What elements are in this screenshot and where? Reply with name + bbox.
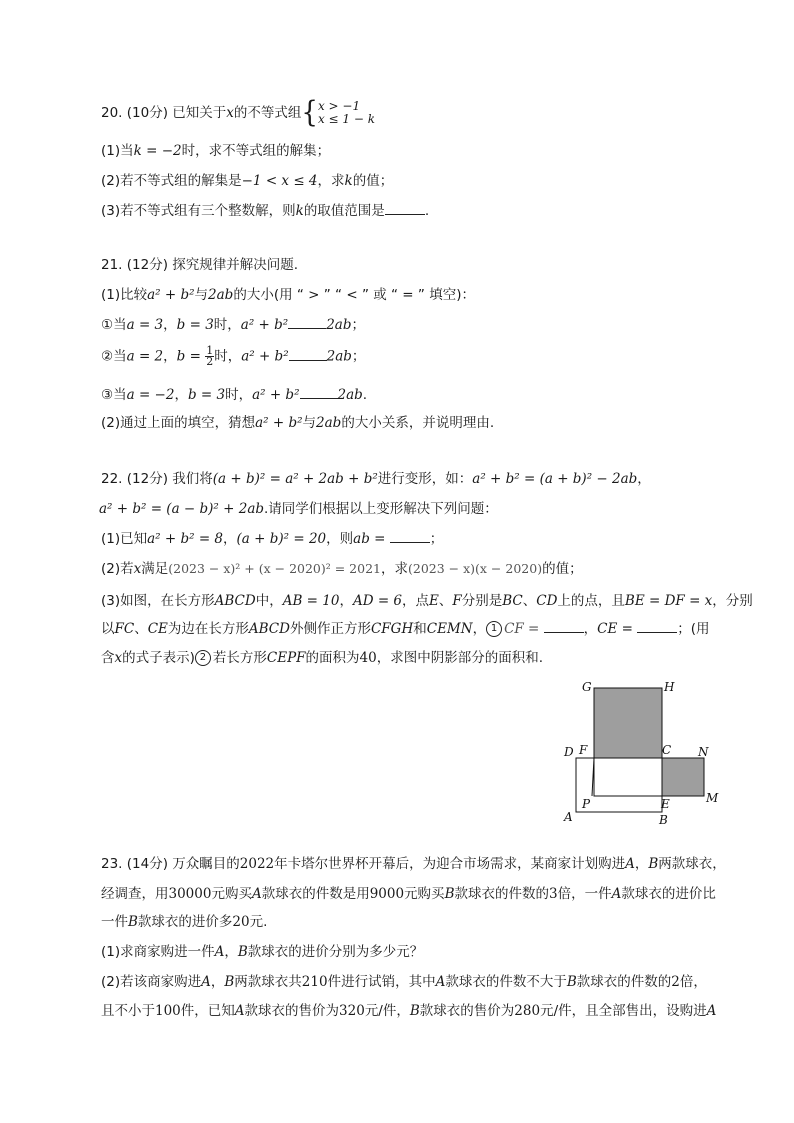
q22-part2: (2)若x满足(2023 − x)² + (x − 2020)² = 2021，求(2023 − x)(x − 2020)的值； bbox=[101, 561, 583, 577]
label-G: G bbox=[582, 680, 592, 694]
rectangle-cepf bbox=[594, 758, 662, 796]
q23-part1: (1)求商家购进一件A，B款球衣的进价分别为多少元？ bbox=[101, 944, 424, 960]
q22-line5: 含x的式子表示) 2 若长方形CEPF的面积为40，求图中阴影部分的面积和. bbox=[101, 650, 544, 666]
q23-line6: 且不小于100件，已知A款球衣的售价为320元/件，B款球衣的售价为280元/件，且全部售出，设购进A bbox=[101, 1003, 717, 1019]
q21-case2: ②当a = 2，b = $\frac{1}{2}$ 时，a² + b² 2ab； bbox=[101, 344, 366, 368]
answer-blank bbox=[288, 316, 326, 329]
label-B: B bbox=[659, 813, 668, 827]
fraction-one-half: $\frac{1}{2}$ bbox=[206, 344, 214, 368]
label-F: F bbox=[579, 743, 588, 757]
label-D: D bbox=[564, 745, 574, 759]
answer-blank bbox=[390, 530, 430, 543]
answer-blank bbox=[385, 202, 425, 215]
label-C: C bbox=[662, 743, 672, 757]
q20-heading: 20. (10分) 已知关于x的不等式组{ x > −1 x ≤ 1 − k bbox=[101, 96, 375, 130]
q20-part2: (2)若不等式组的解集是−1 < x ≤ 4，求k的值； bbox=[101, 173, 394, 189]
q22-part1: (1)已知a² + b² = 8，(a + b)² = 20，则ab = ； bbox=[101, 531, 444, 547]
label-H: H bbox=[664, 680, 675, 694]
label-P: P bbox=[582, 797, 591, 811]
label-E: E bbox=[661, 797, 670, 811]
square-cfgh bbox=[594, 688, 662, 758]
q22-part3: (3)如图，在长方形ABCD中，AB = 10，AD = 6，点E、F分别是BC、CD上的点，且BE = DF = x，分别 bbox=[101, 593, 753, 609]
q20-part3: (3)若不等式组有三个整数解，则k的取值范围是 . bbox=[101, 203, 430, 219]
q21-case1: ①当a = 3，b = 3时，a² + b² 2ab； bbox=[101, 317, 365, 333]
q20-part1: (1)当k = −2时，求不等式组的解集； bbox=[101, 143, 331, 159]
q22-line2: a² + b² = (a − b)² + 2ab.请同学们根据以上变形解决下列问题： bbox=[99, 501, 498, 517]
label-N: N bbox=[698, 745, 709, 759]
geometry-figure bbox=[555, 676, 735, 828]
q23-heading: 23. (14分) 万众瞩目的2022年卡塔尔世界杯开幕后，为迎合市场需求，某商家计划购进A，B两款球衣， bbox=[101, 856, 726, 872]
q23-line3: 一件B款球衣的进价多20元. bbox=[101, 914, 268, 930]
q22-line4: 以FC、CE为边在长方形ABCD外侧作正方形CFGH和CEMN， 1 CF = ，CE = ；(用 bbox=[101, 621, 710, 637]
answer-blank bbox=[300, 386, 338, 399]
inequality-system: { x > −1 x ≤ 1 − k bbox=[301, 96, 375, 130]
answer-blank bbox=[289, 348, 327, 361]
label-M: M bbox=[706, 791, 719, 805]
q21-part1: (1)比较a² + b²与2ab的大小(用 “ > ” “ < ” 或 “ = ” 填空)： bbox=[101, 287, 475, 303]
square-cemn bbox=[662, 758, 704, 796]
q21-case3: ③当a = −2，b = 3时，a² + b² 2ab. bbox=[101, 387, 368, 403]
label-A: A bbox=[564, 810, 573, 824]
answer-blank bbox=[544, 620, 584, 633]
q21-heading: 21. (12分) 探究规律并解决问题. bbox=[101, 257, 299, 273]
q23-part2: (2)若该商家购进A，B两款球衣共210件进行试销，其中A款球衣的件数不大于B款球衣的件数的2倍， bbox=[101, 974, 707, 990]
answer-blank bbox=[637, 620, 677, 633]
q22-heading: 22. (12分) 我们将(a + b)² = a² + 2ab + b²进行变形，如：a² + b² = (a + b)² − 2ab， bbox=[101, 471, 651, 487]
q21-part2: (2)通过上面的填空，猜想a² + b²与2ab的大小关系，并说明理由. bbox=[101, 415, 495, 431]
q23-line2: 经调查，用30000元购买A款球衣的件数是用9000元购买B款球衣的件数的3倍，一件A款球衣的进价比 bbox=[101, 886, 716, 902]
